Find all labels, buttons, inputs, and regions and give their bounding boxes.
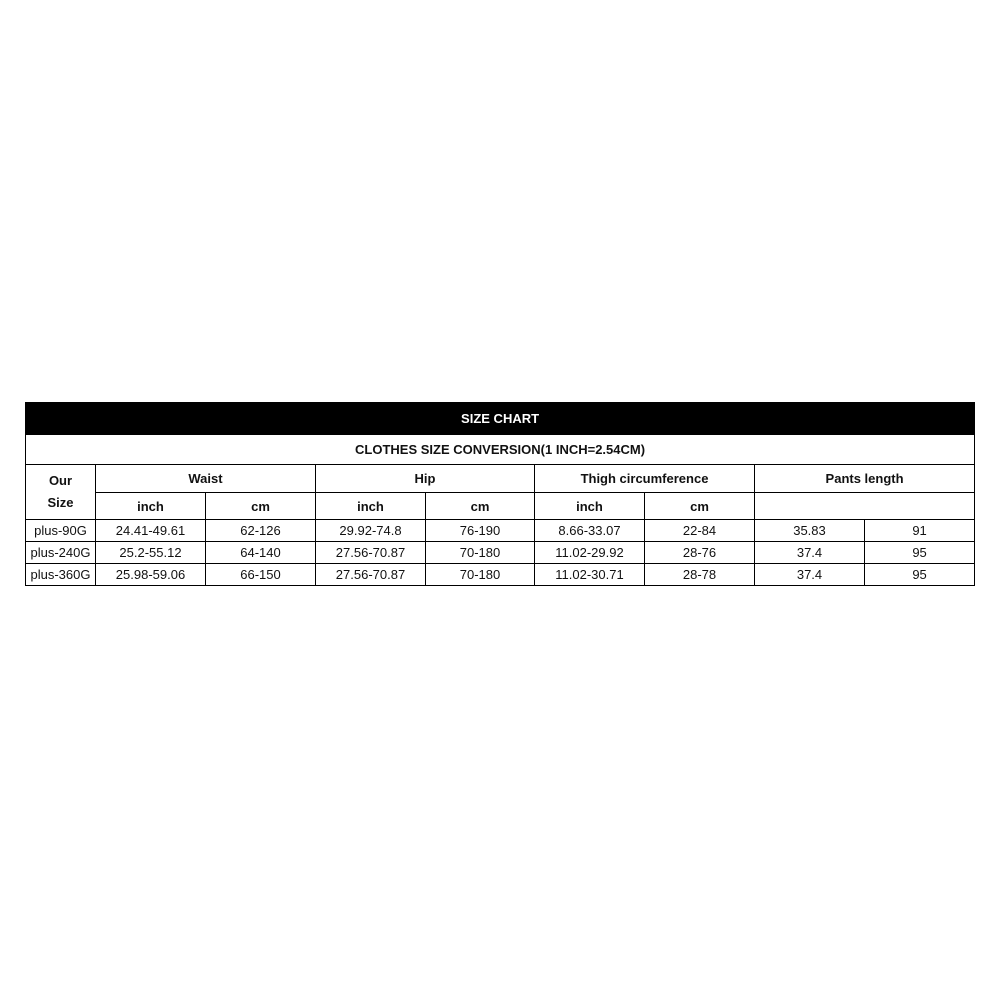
waist-cm-cell: 62-126 bbox=[206, 520, 316, 542]
pants-cm-cell: 91 bbox=[865, 520, 975, 542]
waist-inch-header: inch bbox=[96, 493, 206, 520]
waist-cm-cell: 66-150 bbox=[206, 564, 316, 586]
thigh-cm-cell: 28-76 bbox=[645, 542, 755, 564]
size-chart bbox=[25, 402, 974, 586]
waist-cm-cell: 64-140 bbox=[206, 542, 316, 564]
pants-length-header: Pants length bbox=[755, 465, 975, 493]
table-row bbox=[26, 542, 975, 564]
thigh-inch-cell: 11.02-29.92 bbox=[535, 542, 645, 564]
thigh-cm-cell: 22-84 bbox=[645, 520, 755, 542]
size-chart-table bbox=[25, 402, 975, 586]
hip-cm-header: cm bbox=[426, 493, 535, 520]
table-row bbox=[26, 520, 975, 542]
hip-inch-cell: 29.92-74.8 bbox=[316, 520, 426, 542]
thigh-cm-cell: 28-78 bbox=[645, 564, 755, 586]
size-column-header bbox=[26, 465, 96, 520]
thigh-header: Thigh circumference bbox=[535, 465, 755, 493]
size-column-header-text: Our Size bbox=[47, 473, 74, 510]
waist-inch-cell: 24.41-49.61 bbox=[96, 520, 206, 542]
pants-unit-header bbox=[755, 493, 975, 520]
pants-cm-cell: 95 bbox=[865, 564, 975, 586]
hip-cm-cell: 76-190 bbox=[426, 520, 535, 542]
chart-title: SIZE CHART bbox=[26, 403, 975, 435]
size-cell: plus-240G bbox=[26, 542, 96, 564]
waist-header: Waist bbox=[96, 465, 316, 493]
size-cell: plus-360G bbox=[26, 564, 96, 586]
thigh-cm-header: cm bbox=[645, 493, 755, 520]
pants-inch-cell: 37.4 bbox=[755, 564, 865, 586]
pants-inch-cell: 35.83 bbox=[755, 520, 865, 542]
hip-inch-cell: 27.56-70.87 bbox=[316, 542, 426, 564]
waist-inch-cell: 25.98-59.06 bbox=[96, 564, 206, 586]
pants-cm-cell: 95 bbox=[865, 542, 975, 564]
waist-cm-header: cm bbox=[206, 493, 316, 520]
waist-inch-cell: 25.2-55.12 bbox=[96, 542, 206, 564]
hip-inch-cell: 27.56-70.87 bbox=[316, 564, 426, 586]
table-row bbox=[26, 564, 975, 586]
hip-inch-header: inch bbox=[316, 493, 426, 520]
thigh-inch-cell: 8.66-33.07 bbox=[535, 520, 645, 542]
thigh-inch-cell: 11.02-30.71 bbox=[535, 564, 645, 586]
hip-cm-cell: 70-180 bbox=[426, 564, 535, 586]
pants-inch-cell: 37.4 bbox=[755, 542, 865, 564]
thigh-inch-header: inch bbox=[535, 493, 645, 520]
size-cell: plus-90G bbox=[26, 520, 96, 542]
chart-subtitle: CLOTHES SIZE CONVERSION(1 INCH=2.54CM) bbox=[26, 435, 975, 465]
hip-cm-cell: 70-180 bbox=[426, 542, 535, 564]
hip-header: Hip bbox=[316, 465, 535, 493]
